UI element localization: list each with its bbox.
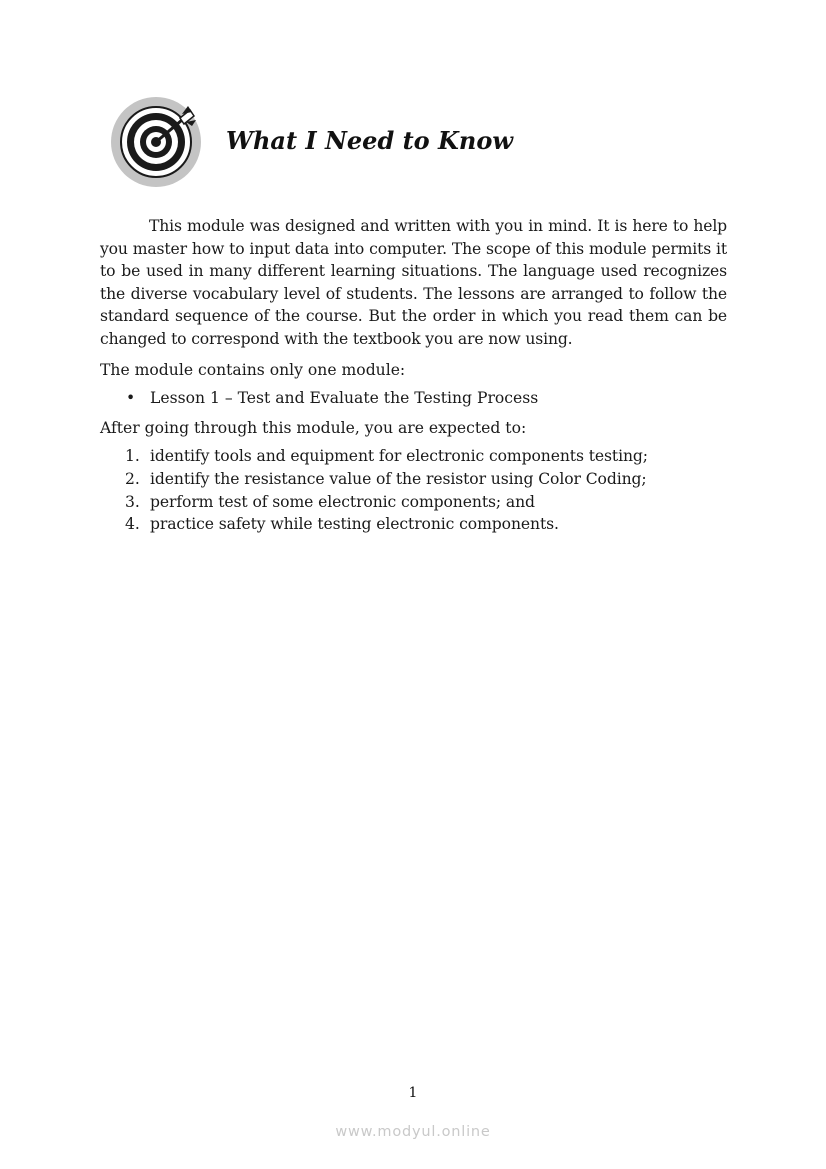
item-number: 3. — [125, 492, 140, 511]
objective-text: practice safety while testing electronic components. — [150, 515, 559, 534]
lesson-label: Lesson 1 – Test and Evaluate the Testing Process — [150, 389, 539, 408]
section-title: What I Need to Know — [226, 126, 514, 155]
objective-text: identify the resistance value of the resistor using Color Coding; — [150, 469, 647, 488]
list-item — [100, 491, 727, 514]
bullet-icon: • — [126, 389, 136, 408]
objective-text: perform test of some electronic components; and — [150, 492, 535, 511]
module-content — [100, 215, 727, 536]
intro-paragraph: This module was designed and written with you in mind. It is here to help you master how to input data into computer. The scope of this module permits it to be used in many different learning situations. The language used recognizes the diverse vocabulary level of students. The lessons are arranged to follow the standard sequence of the course. But the order in which you read them can be changed to correspond with the textbook you are now using. — [100, 217, 727, 348]
target-icon — [110, 96, 202, 188]
list-item — [100, 445, 727, 468]
list-item — [100, 513, 727, 536]
list-item — [100, 387, 727, 410]
item-number: 2. — [125, 469, 140, 488]
objective-text: identify tools and equipment for electronic components testing; — [150, 447, 648, 466]
list-item — [100, 468, 727, 491]
item-number: 4. — [125, 515, 140, 534]
objectives-list — [100, 445, 727, 535]
module-contains-text: The module contains only one module: — [100, 360, 406, 379]
item-number: 1. — [125, 447, 140, 466]
expected-text: After going through this module, you are expected to: — [100, 418, 527, 437]
lesson-list — [100, 387, 727, 410]
page-number: 1 — [408, 1085, 418, 1101]
watermark-text: www.modyul.online — [335, 1124, 491, 1140]
